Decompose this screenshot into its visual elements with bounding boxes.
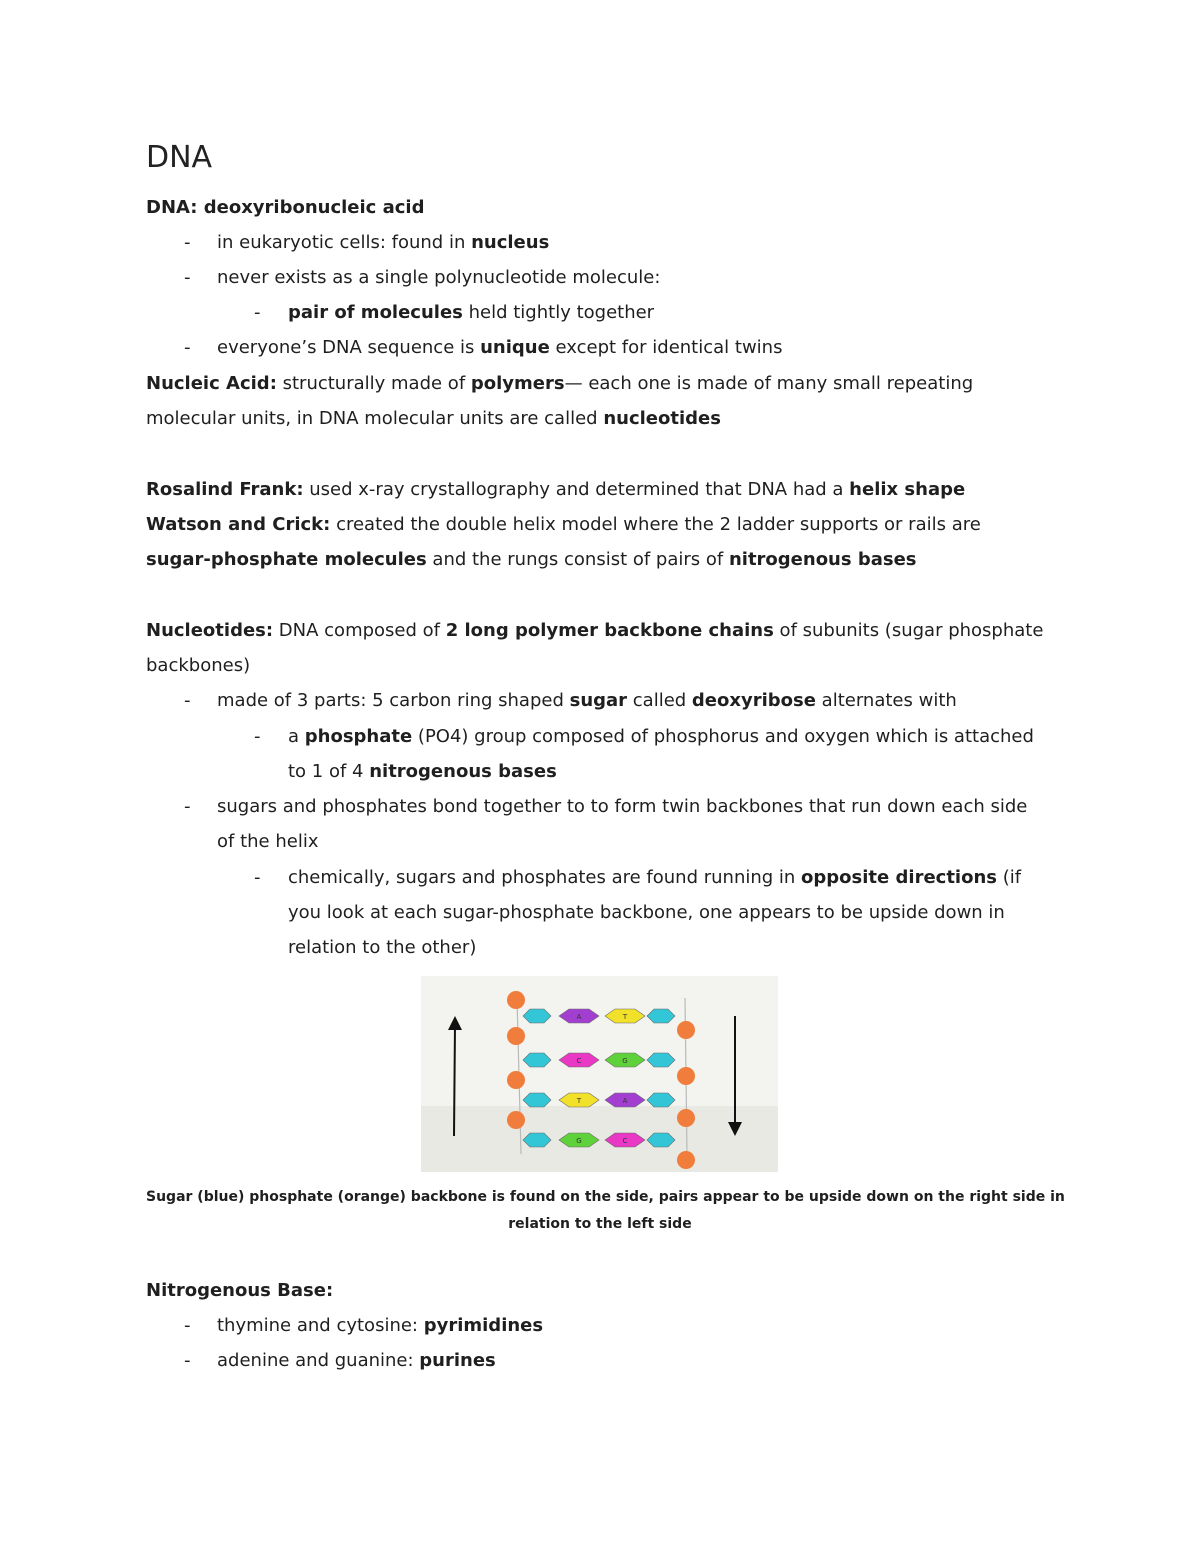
base-label: A bbox=[576, 1013, 582, 1021]
sugar-left bbox=[523, 1093, 551, 1107]
line-4 bbox=[217, 330, 782, 365]
line-14-text: nitrogenous bases bbox=[369, 761, 557, 782]
bullet-dash: - bbox=[254, 867, 261, 888]
line-10-text: DNA composed of bbox=[273, 620, 446, 641]
line-4-text: everyone’s DNA sequence is bbox=[217, 337, 481, 358]
line-9-text: and the rungs consist of pairs of bbox=[426, 549, 729, 570]
line-14 bbox=[288, 754, 557, 789]
line-16 bbox=[217, 824, 318, 859]
line-10-text: 2 long polymer backbone chains bbox=[445, 620, 774, 641]
line-0 bbox=[146, 190, 425, 225]
base-label: C bbox=[576, 1057, 582, 1065]
line-12 bbox=[217, 683, 957, 718]
line-9 bbox=[146, 542, 917, 577]
line-1 bbox=[217, 225, 549, 260]
line-6-text: molecular units, in DNA molecular units are called bbox=[146, 408, 604, 429]
line-22-text: adenine and guanine: bbox=[217, 1350, 420, 1371]
base-label: G bbox=[622, 1057, 628, 1065]
line-1-text: nucleus bbox=[471, 232, 550, 253]
base-label: C bbox=[622, 1137, 628, 1145]
phosphate-node bbox=[677, 1021, 695, 1039]
line-11-text: backbones) bbox=[146, 655, 251, 676]
phosphate-node bbox=[677, 1109, 695, 1127]
base-label: T bbox=[622, 1013, 628, 1021]
line-20 bbox=[146, 1273, 333, 1308]
line-12-text: alternates with bbox=[815, 690, 957, 711]
figure-caption-line-1: Sugar (blue) phosphate (orange) backbone is found on the side, pairs appear to be upside down on the right side in bbox=[146, 1189, 1065, 1205]
line-21-text: thymine and cytosine: bbox=[217, 1315, 424, 1336]
line-4-text: unique bbox=[480, 337, 550, 358]
page-title: DNA bbox=[146, 140, 213, 175]
line-12-text: deoxyribose bbox=[691, 690, 816, 711]
phosphate-node bbox=[677, 1151, 695, 1169]
sugar-right bbox=[647, 1053, 675, 1067]
sugar-left bbox=[523, 1009, 551, 1023]
line-1-text: in eukaryotic cells: found in bbox=[217, 232, 472, 253]
line-21-text: pyrimidines bbox=[423, 1315, 544, 1336]
bullet-dash: - bbox=[184, 796, 191, 817]
line-8-text: Watson and Crick: bbox=[146, 514, 331, 535]
line-15-text: sugars and phosphates bond together to to form twin backbones that run down each side bbox=[217, 796, 1028, 817]
bullet-dash: - bbox=[184, 232, 191, 253]
line-6-text: nucleotides bbox=[603, 408, 721, 429]
line-5-text: Nucleic Acid: bbox=[146, 373, 277, 394]
line-14-text: to 1 of 4 bbox=[288, 761, 370, 782]
line-11 bbox=[146, 648, 250, 683]
sugar-right bbox=[647, 1093, 675, 1107]
line-13-text: (PO4) group composed of phosphorus and oxygen which is attached bbox=[412, 726, 1034, 747]
line-5-text: polymers bbox=[470, 373, 565, 394]
line-18-text: you look at each sugar-phosphate backbone, one appears to be upside down in bbox=[288, 902, 1005, 923]
line-9-text: nitrogenous bases bbox=[728, 549, 917, 570]
line-13-text: phosphate bbox=[304, 726, 413, 747]
phosphate-node bbox=[507, 1071, 525, 1089]
line-7 bbox=[146, 472, 965, 507]
line-12-text: sugar bbox=[569, 690, 628, 711]
line-3 bbox=[288, 295, 654, 330]
dna-diagram-svg bbox=[421, 976, 778, 1172]
line-17 bbox=[288, 860, 1021, 895]
line-13-text: a bbox=[288, 726, 305, 747]
line-7-text: used x-ray crystallography and determined that DNA had a bbox=[303, 479, 850, 500]
line-10-text: Nucleotides: bbox=[146, 620, 274, 641]
base-label: A bbox=[622, 1097, 628, 1105]
line-18 bbox=[288, 895, 1005, 930]
line-4-text: except for identical twins bbox=[549, 337, 783, 358]
figure-caption-line-2: relation to the left side bbox=[508, 1216, 692, 1232]
line-19 bbox=[288, 930, 476, 965]
line-17-text: opposite directions bbox=[801, 867, 997, 888]
line-10-text: of subunits (sugar phosphate bbox=[773, 620, 1044, 641]
line-21 bbox=[217, 1308, 543, 1343]
line-3-text: pair of molecules bbox=[288, 302, 463, 323]
line-7-text: Rosalind Frank: bbox=[146, 479, 304, 500]
bullet-dash: - bbox=[184, 337, 191, 358]
base-label: T bbox=[576, 1097, 582, 1105]
line-2 bbox=[217, 260, 660, 295]
line-8 bbox=[146, 507, 981, 542]
line-5-text: structurally made of bbox=[276, 373, 471, 394]
line-19-text: relation to the other) bbox=[288, 937, 477, 958]
phosphate-node bbox=[507, 991, 525, 1009]
bullet-dash: - bbox=[184, 1350, 191, 1371]
line-16-text: of the helix bbox=[217, 831, 319, 852]
line-12-text: called bbox=[627, 690, 692, 711]
sugar-left bbox=[523, 1053, 551, 1067]
line-5-text: — each one is made of many small repeating bbox=[564, 373, 974, 394]
line-9-text: sugar-phosphate molecules bbox=[146, 549, 427, 570]
diagram-shadow bbox=[421, 1106, 778, 1172]
line-12-text: made of 3 parts: 5 carbon ring shaped bbox=[217, 690, 570, 711]
bullet-dash: - bbox=[254, 302, 261, 323]
phosphate-node bbox=[507, 1027, 525, 1045]
line-17-text: (if bbox=[997, 867, 1022, 888]
sugar-right bbox=[647, 1009, 675, 1023]
base-label: G bbox=[576, 1137, 582, 1145]
line-8-text: created the double helix model where the 2 ladder supports or rails are bbox=[330, 514, 981, 535]
bullet-dash: - bbox=[254, 726, 261, 747]
bullet-dash: - bbox=[184, 690, 191, 711]
line-10 bbox=[146, 613, 1043, 648]
bullet-dash: - bbox=[184, 267, 191, 288]
dna-diagram bbox=[421, 976, 778, 1172]
line-2-text: never exists as a single polynucleotide molecule: bbox=[217, 267, 661, 288]
phosphate-node bbox=[677, 1067, 695, 1085]
line-7-text: helix shape bbox=[849, 479, 966, 500]
bullet-dash: - bbox=[184, 1315, 191, 1336]
line-5 bbox=[146, 366, 973, 401]
line-13 bbox=[288, 719, 1034, 754]
line-17-text: chemically, sugars and phosphates are found running in bbox=[288, 867, 802, 888]
line-22-text: purines bbox=[419, 1350, 496, 1371]
line-20-text: Nitrogenous Base: bbox=[146, 1280, 334, 1301]
line-15 bbox=[217, 789, 1027, 824]
line-0-text: DNA: deoxyribonucleic acid bbox=[146, 197, 425, 218]
line-3-text: held tightly together bbox=[462, 302, 655, 323]
line-6 bbox=[146, 401, 721, 436]
phosphate-node bbox=[507, 1111, 525, 1129]
line-22 bbox=[217, 1343, 496, 1378]
